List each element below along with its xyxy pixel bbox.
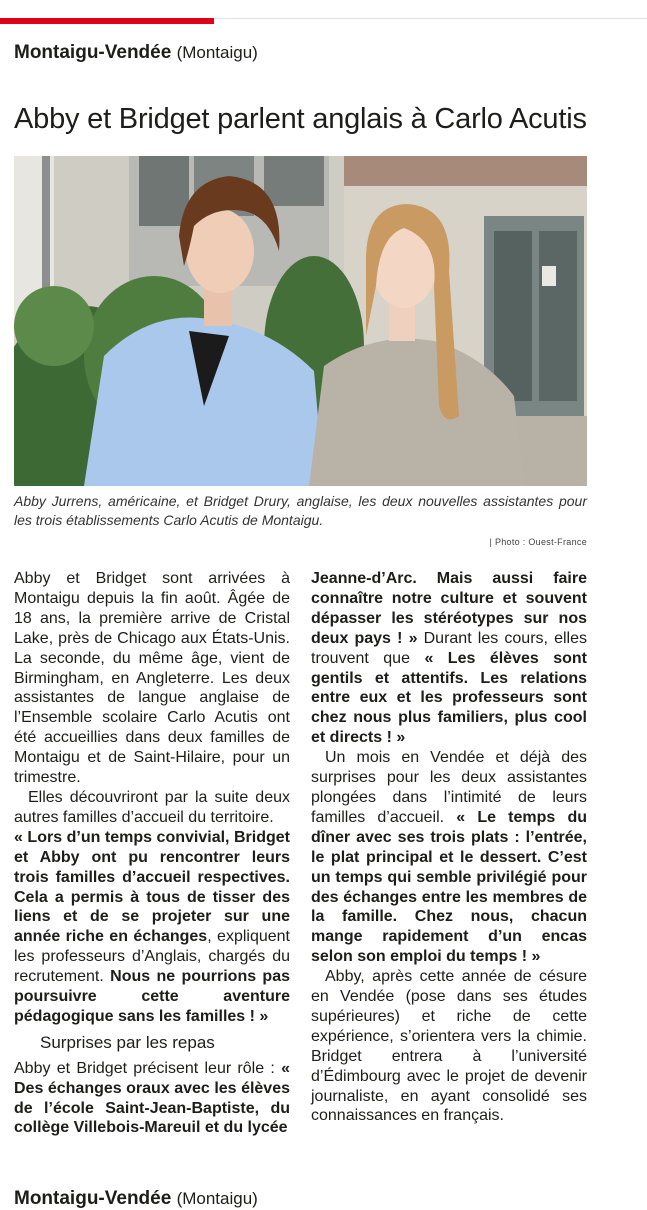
quote-4: « Les élèves sont gentils et attentifs. Les relations entre eux et les professeurs sont chez nous plus familiers, plus cool et directs ! » — [311, 649, 587, 747]
article-location — [14, 42, 258, 64]
section-accent-bar — [0, 18, 214, 24]
next-article-location — [14, 1188, 258, 1210]
paragraph-2: Elles découvriront par la suite deux autres familles d’accueil du territoire. — [14, 788, 290, 826]
paragraph-3-text: , expliquent les professeurs d’Anglais, chargés du recrutement. — [14, 928, 290, 986]
article-headline: Abby et Bridget parlent anglais à Carlo Acutis — [14, 103, 587, 136]
quote-3-continued: Jeanne-d’Arc. Mais aussi faire connaître notre culture et souvent dépasser les stéréotypes sur nos deux pays ! » — [311, 570, 587, 647]
article-column-right — [311, 569, 587, 1126]
paragraph-6: Abby, après cette année de césure en Vendée (pose dans ses études supérieures) et riche de cette expérience, s’orientera vers la chimie. Bridget entrera à l’université d’Édimbourg avec le projet de devenir journaliste, en ayant consolidé ses connaissances en français. — [311, 968, 587, 1125]
next-location-sub: (Montaigu) — [176, 1189, 258, 1208]
quote-3: « Des échanges oraux avec les élèves de l’école Saint-Jean-Baptiste, du collège Villebois-Mareuil et du lycée — [14, 1059, 290, 1137]
subheading: Surprises par les repas — [40, 1032, 215, 1052]
location-city: Montaigu-Vendée — [14, 42, 172, 63]
photo-credit: | Photo : Ouest-France — [489, 537, 587, 547]
location-sub: (Montaigu) — [176, 43, 258, 62]
quote-2: Nous ne pourrions pas poursuivre cette aventure pédagogique sans les familles ! » — [14, 968, 290, 1025]
article-photo — [14, 156, 587, 486]
paragraph-5 — [311, 748, 587, 967]
paragraph-4-text-2: Durant les cours, elles trouvent que — [311, 629, 588, 667]
paragraph-4-lead — [14, 1059, 290, 1139]
quote-5: « Le temps du dîner avec ses trois plats : l’entrée, le plat principal et le dessert. C’est un temps qui semble privilégié pour des échanges entre les membres de la famille. Chez nous, chacun mange rapidement d’un encas selon son emploi du temps ! » — [311, 808, 587, 966]
paragraph-5-text: Un mois en Vendée et déjà des surprises pour les deux assistantes plongées dans l’intimité de leurs familles d’accueil. — [311, 749, 587, 826]
next-location-city: Montaigu-Vendée — [14, 1188, 172, 1209]
quote-1: « Lors d’un temps convivial, Bridget et Abby ont pu rencontrer leurs trois familles d’accueil respectives. Cela a permis à tous de tisser des liens et de se projeter sur une année riche en échanges — [14, 828, 290, 946]
paragraph-4-continued — [311, 569, 587, 748]
photo-caption: Abby Jurrens, américaine, et Bridget Drury, anglaise, les deux nouvelles assistantes pour les trois établissements Carlo Acutis de Montaigu. — [14, 493, 587, 528]
paragraph-4-text: Abby et Bridget précisent leur rôle : — [14, 1059, 275, 1077]
paragraph-1: Abby et Bridget sont arrivées à Montaigu depuis la fin août. Âgée de 18 ans, la première arrive de Cristal Lake, près de Chicago aux États-Unis. La seconde, du même âge, vient de Birmingham, en Angleterre. Les deux assistantes de langue anglaise de l’Ensemble scolaire Carlo Acutis ont été accueillies dans deux familles de Montaigu et de Saint-Hilaire, pour un trimestre. — [14, 570, 290, 787]
paragraph-3 — [14, 828, 290, 1027]
article-column-left — [14, 569, 290, 1138]
